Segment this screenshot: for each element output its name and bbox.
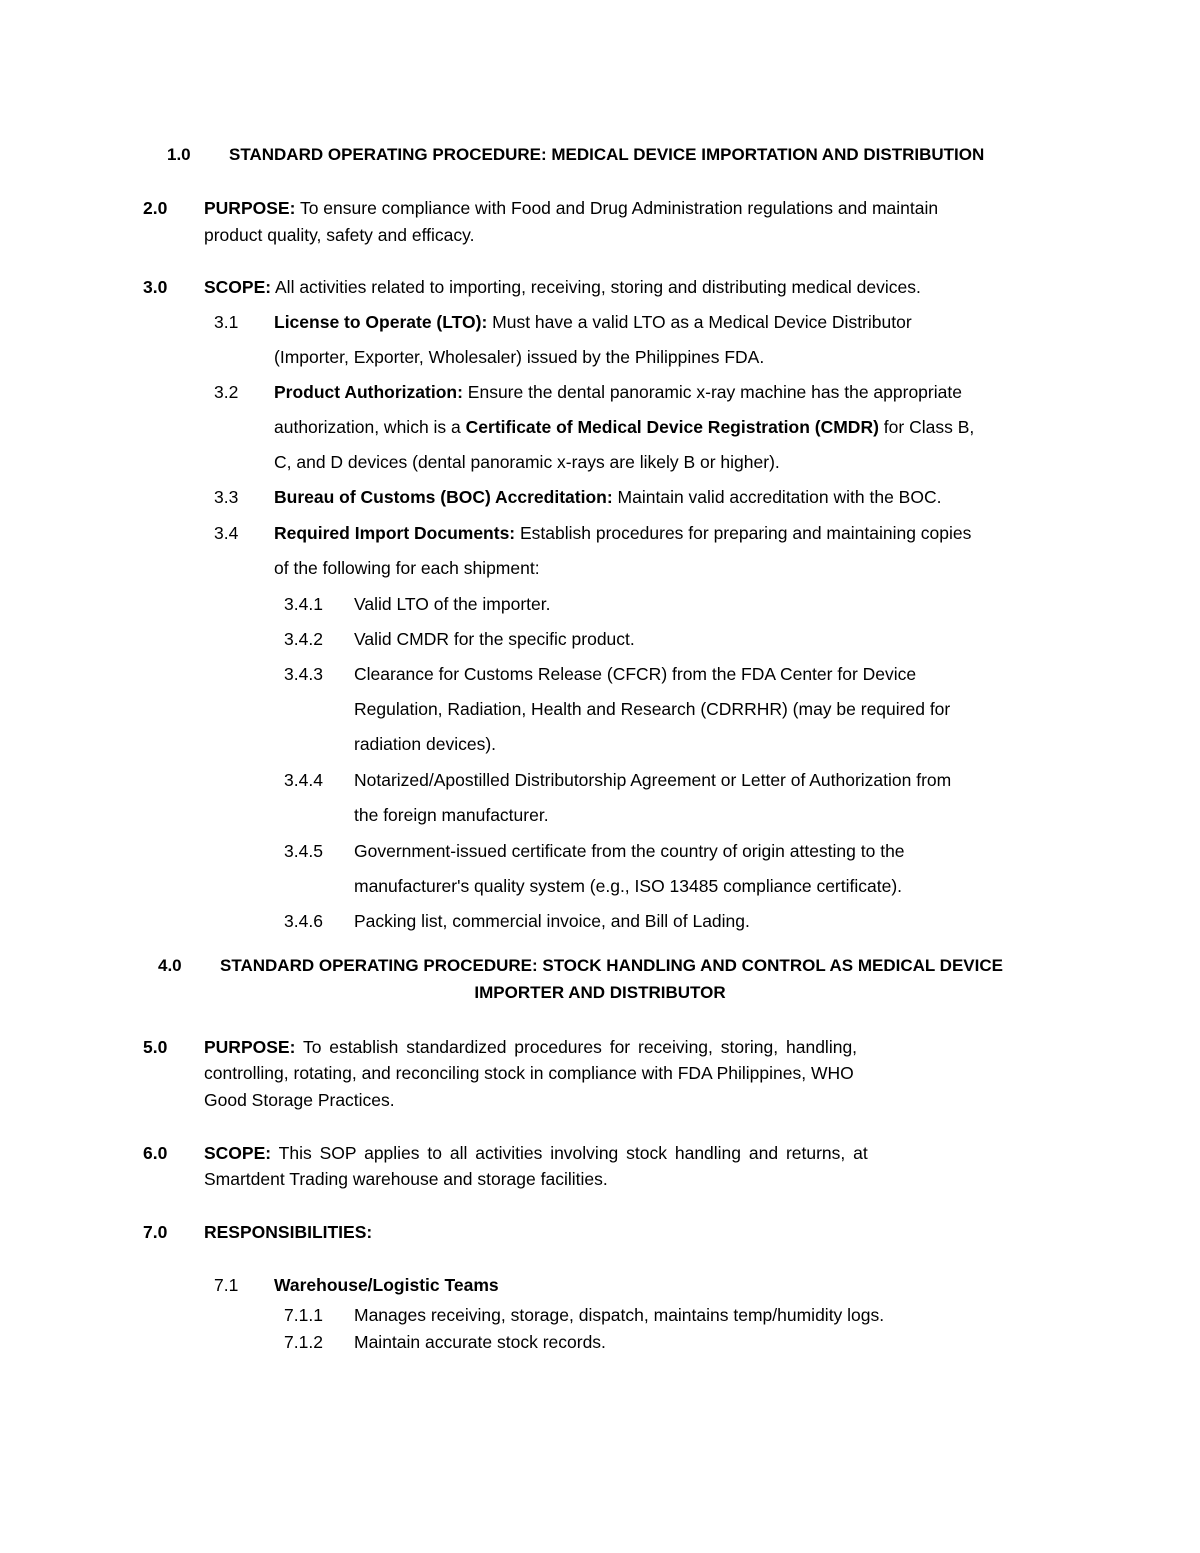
- section-7-number: 7.0: [143, 1222, 168, 1242]
- section-4-number: 4.0: [158, 956, 182, 975]
- section-5-number: 5.0: [143, 1037, 168, 1057]
- item-3-1-text: Must have a valid LTO as a Medical Device Distributor: [487, 312, 912, 332]
- item-7-1-number: 7.1: [214, 1275, 239, 1295]
- item-3-4-1-text: Valid LTO of the importer.: [354, 594, 551, 614]
- item-7-1-2-text: Maintain accurate stock records.: [354, 1332, 606, 1352]
- item-3-4-text: Establish procedures for preparing and maintaining copies: [515, 523, 972, 543]
- item-3-1-number: 3.1: [214, 312, 239, 332]
- item-3-4-3-line-2: Regulation, Radiation, Health and Research (CDRRHR) (may be required for: [354, 699, 951, 719]
- item-3-4-4-line-1: Notarized/Apostilled Distributorship Agreement or Letter of Authorization from: [354, 770, 952, 790]
- item-3-4-5-line-1: Government-issued certificate from the country of origin attesting to the: [354, 841, 905, 861]
- item-3-4-label: Required Import Documents:: [274, 523, 516, 543]
- item-3-3-text: Maintain valid accreditation with the BOC.: [612, 487, 942, 507]
- section-3-text: All activities related to importing, receiving, storing and distributing medical devices.: [271, 277, 921, 297]
- item-3-4-3-line-1: Clearance for Customs Release (CFCR) from the FDA Center for Device: [354, 664, 917, 684]
- item-3-4-line-1: [274, 522, 971, 544]
- section-3-line-1: [204, 276, 921, 298]
- section-5-label: PURPOSE:: [204, 1037, 296, 1057]
- item-3-4-6-number: 3.4.6: [284, 911, 323, 931]
- item-7-1-1-text: Manages receiving, storage, dispatch, maintains temp/humidity logs.: [354, 1305, 885, 1325]
- section-1-number: 1.0: [167, 145, 191, 164]
- item-3-4-5-number: 3.4.5: [284, 841, 323, 861]
- item-3-3-line-1: [274, 486, 941, 508]
- item-3-4-line-2: of the following for each shipment:: [274, 558, 540, 578]
- section-6-text: This SOP applies to all activities involving stock handling and returns, at: [271, 1143, 868, 1163]
- item-3-2-line-3: C, and D devices (dental panoramic x-rays are likely B or higher).: [274, 452, 780, 472]
- section-5-line-3: Good Storage Practices.: [204, 1090, 395, 1110]
- item-3-4-5-line-2: manufacturer's quality system (e.g., ISO 13485 compliance certificate).: [354, 876, 903, 896]
- section-4-heading-line-2: IMPORTER AND DISTRIBUTOR: [474, 983, 726, 1002]
- item-3-1-line-1: [274, 311, 912, 333]
- section-1-heading: STANDARD OPERATING PROCEDURE: MEDICAL DEVICE IMPORTATION AND DISTRIBUTION: [229, 145, 985, 164]
- section-6-line-1: [204, 1142, 868, 1164]
- item-3-3-number: 3.3: [214, 487, 239, 507]
- section-5-line-2: controlling, rotating, and reconciling stock in compliance with FDA Philippines, WHO: [204, 1063, 854, 1083]
- section-6-line-2: Smartdent Trading warehouse and storage facilities.: [204, 1169, 608, 1189]
- section-6-number: 6.0: [143, 1143, 168, 1163]
- section-2-line-1: [204, 197, 938, 219]
- item-3-4-2-text: Valid CMDR for the specific product.: [354, 629, 635, 649]
- item-3-4-4-number: 3.4.4: [284, 770, 323, 790]
- item-3-2-text: Ensure the dental panoramic x-ray machine has the appropriate: [462, 382, 962, 402]
- item-3-2-number: 3.2: [214, 382, 239, 402]
- section-4-heading-line-1: STANDARD OPERATING PROCEDURE: STOCK HANDLING AND CONTROL AS MEDICAL DEVICE: [220, 956, 1003, 975]
- item-7-1-label: Warehouse/Logistic Teams: [274, 1275, 499, 1295]
- item-7-1-1-number: 7.1.1: [284, 1305, 323, 1325]
- item-3-4-number: 3.4: [214, 523, 239, 543]
- item-3-4-6-text: Packing list, commercial invoice, and Bill of Lading.: [354, 911, 750, 931]
- section-7-label: RESPONSIBILITIES:: [204, 1222, 373, 1242]
- item-7-1-2-number: 7.1.2: [284, 1332, 323, 1352]
- section-2-label: PURPOSE:: [204, 198, 296, 218]
- item-3-4-3-number: 3.4.3: [284, 664, 323, 684]
- section-2-text: To ensure compliance with Food and Drug Administration regulations and maintain: [295, 198, 939, 218]
- section-5-text: To establish standardized procedures for receiving, storing, handling,: [295, 1037, 858, 1057]
- section-5-line-1: [204, 1036, 857, 1058]
- item-3-2-line-2-post: for Class B,: [878, 417, 975, 437]
- item-3-2-cmdr-term: Certificate of Medical Device Registration (CMDR): [465, 417, 879, 437]
- item-3-4-1-number: 3.4.1: [284, 594, 323, 614]
- section-3-label: SCOPE:: [204, 277, 272, 297]
- item-3-4-2-number: 3.4.2: [284, 629, 323, 649]
- item-3-1-label: License to Operate (LTO):: [274, 312, 488, 332]
- section-2-line-2: product quality, safety and efficacy.: [204, 225, 475, 245]
- section-2-number: 2.0: [143, 198, 168, 218]
- section-6-label: SCOPE:: [204, 1143, 272, 1163]
- item-3-2-line-2: [274, 416, 974, 438]
- item-3-2-line-1: [274, 381, 962, 403]
- item-3-2-label: Product Authorization:: [274, 382, 463, 402]
- item-3-2-line-2-pre: authorization, which is a: [274, 417, 466, 437]
- section-3-number: 3.0: [143, 277, 168, 297]
- item-3-1-line-2: (Importer, Exporter, Wholesaler) issued by the Philippines FDA.: [274, 347, 765, 367]
- item-3-4-4-line-2: the foreign manufacturer.: [354, 805, 549, 825]
- item-3-4-3-line-3: radiation devices).: [354, 734, 497, 754]
- item-3-3-label: Bureau of Customs (BOC) Accreditation:: [274, 487, 613, 507]
